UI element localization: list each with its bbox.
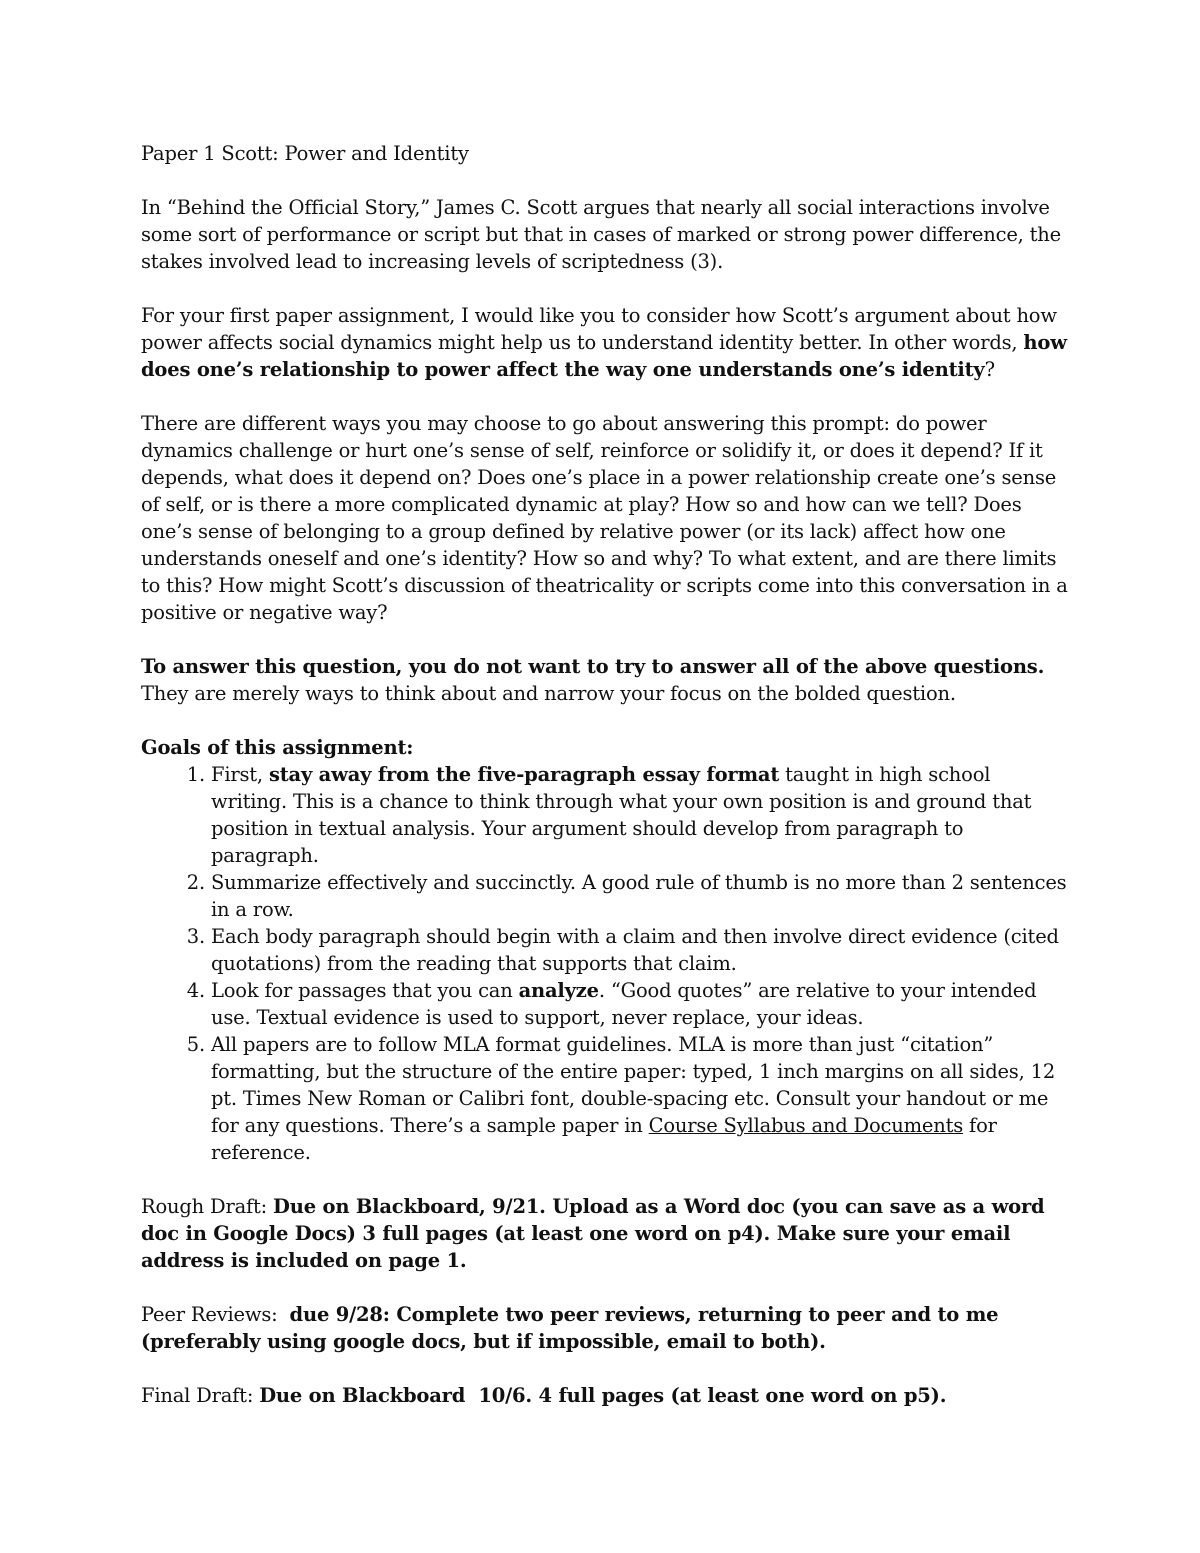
ways-paragraph: There are different ways you may choose to go about answering this prompt: do power dynamics challenge or hurt one’s sense of self, reinforce or solidify it, or does it depend? If it depends, what does it depend on? Does one’s place in a power relationship create one’s sense of self, or is there a more complicated dynamic at play? How so and how can we tell? Does one’s sense of belonging to a group defined by relative power (or its lack) affect how one understands oneself and one’s identity? How so and why? To what extent, and are there limits to this? How might Scott’s discussion of theatricality or scripts come into this conversation in a positive or negative way?: [141, 412, 1068, 624]
rough-draft-text: Due on Blackboard, 9/21. Upload as a Word doc (you can save as a word doc in Google Docs) 3 full pages (at least one word on p4). Make sure your email address is included on page 1.: [141, 1195, 1045, 1272]
final-draft-label: Final Draft:: [141, 1384, 260, 1407]
goal-item-2: 2. Summarize effectively and succinctly. A good rule of thumb is no more than 2 sentences in a row.: [211, 869, 1071, 923]
goals-list: [141, 761, 1071, 1166]
rough-draft-label: Rough Draft:: [141, 1195, 274, 1218]
note-paragraph: [141, 653, 1071, 707]
document-page: [141, 140, 1071, 1436]
peer-reviews-paragraph: [141, 1301, 1071, 1355]
paper-title: Paper 1 Scott: Power and Identity: [141, 142, 469, 165]
prompt-paragraph: [141, 302, 1071, 383]
note-rest: They are merely ways to think about and narrow your focus on the bolded question.: [141, 682, 956, 705]
rough-draft-paragraph: [141, 1193, 1071, 1274]
final-draft-paragraph: [141, 1382, 1071, 1409]
course-syllabus-link[interactable]: Course Syllabus and Documents: [648, 1114, 964, 1137]
goals-heading: Goals of this assignment:: [141, 736, 414, 759]
peer-reviews-label: Peer Reviews:: [141, 1303, 290, 1326]
goal-item-5: 5. All papers are to follow MLA format guidelines. MLA is more than just “citation” formatting, but the structure of the entire paper: typed, 1 inch margins on all sides, 12 pt. Times New Roman or Calibri font, double-spacing etc. Consult your handout or me for any questions. There’s a sample paper in Course Syllabus and Documents for reference.: [211, 1031, 1071, 1166]
goal-item-1: 1. First, stay away from the five-paragraph essay format taught in high school writing. This is a chance to think through what your own position is and ground that position in textual analysis. Your argument should develop from paragraph to paragraph.: [211, 761, 1071, 869]
note-bold: To answer this question, you do not want to try to answer all of the above questions.: [141, 655, 1045, 678]
final-draft-text: Due on Blackboard 10/6. 4 full pages (at least one word on p5).: [259, 1384, 947, 1407]
prompt-lead: For your first paper assignment, I would like you to consider how Scott’s argument about how power affects social dynamics might help us to understand identity better. In other words,: [141, 304, 1057, 354]
goal-item-4: 4. Look for passages that you can analyze. “Good quotes” are relative to your intended use. Textual evidence is used to support, never replace, your ideas.: [211, 977, 1071, 1031]
peer-reviews-text: due 9/28: Complete two peer reviews, returning to peer and to me (preferably using google docs, but if impossible, email to both).: [141, 1303, 999, 1353]
goal-item-3: 3. Each body paragraph should begin with a claim and then involve direct evidence (cited quotations) from the reading that supports that claim.: [211, 923, 1071, 977]
intro-paragraph: In “Behind the Official Story,” James C. Scott argues that nearly all social interactions involve some sort of performance or script but that in cases of marked or strong power difference, the stakes involved lead to increasing levels of scriptedness (3).: [141, 196, 1061, 273]
prompt-question: how does one’s relationship to power affect the way one understands one’s identity: [141, 331, 1067, 381]
prompt-end: ?: [984, 358, 995, 381]
